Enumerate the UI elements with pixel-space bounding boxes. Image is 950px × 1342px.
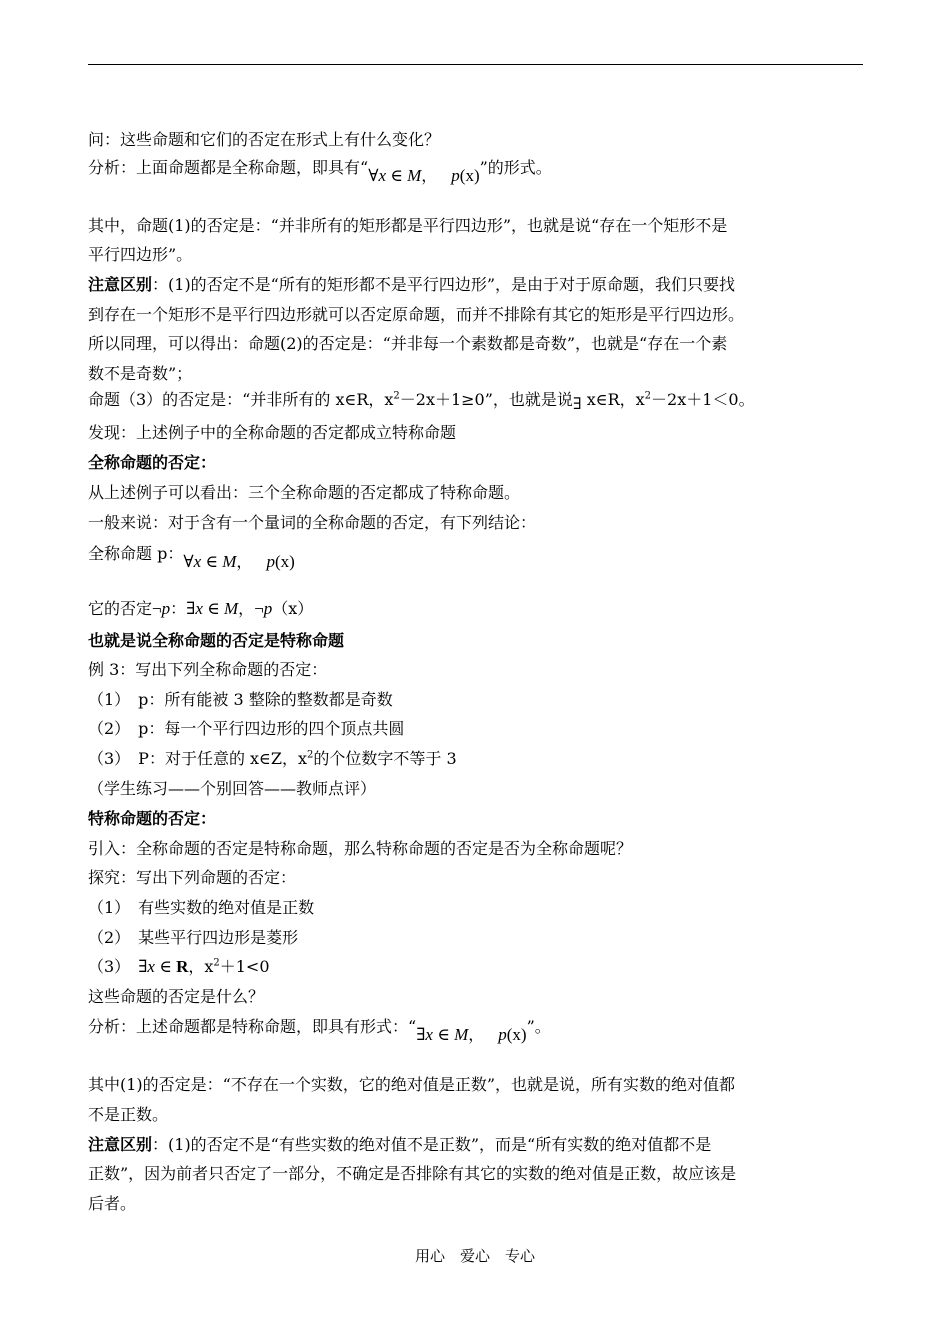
practice-note: （学生练习——个别回答——教师点评） xyxy=(88,779,377,798)
section-heading-particular-negation: 特称命题的否定： xyxy=(88,809,217,828)
note2-line-1: 注意区别：(1)的否定不是“有些实数的绝对值不是正数”，而是“所有实数的绝对值都不是 xyxy=(88,1135,712,1154)
note2-line-2: 正数”，因为前者只否定了一部分，不确定是否排除有其它的实数的绝对值是正数，故应该是 xyxy=(88,1164,737,1183)
conclusion-bold: 也就是说全称命题的否定是特称命题 xyxy=(88,631,345,650)
example-3-item-1: （1） p：所有能被 3 整除的整数都是奇数 xyxy=(88,690,393,709)
example-3-item-3: （3） P：对于任意的 x∈Z，$x^2$的个位数字不等于 3 xyxy=(88,749,457,768)
example-3-item-2: （2） p：每一个平行四边形的四个顶点共圆 xyxy=(88,719,405,738)
introduction-line: 引入：全称命题的否定是特称命题，那么特称命题的否定是否为全称命题呢？ xyxy=(88,839,633,858)
explore-item-2: （2） 某些平行四边形是菱形 xyxy=(88,928,299,947)
page-footer: 用心 爱心 专心 xyxy=(414,1247,535,1265)
explore-item-3: （3） ∃x ∈ R，$x^2+1<0$ xyxy=(88,957,270,976)
note-line-3: 所以同理，可以得出：命题(2)的否定是：“并非每一个素数都是奇数”，也就是“存在一个素 xyxy=(88,334,728,353)
negation-line-1: 其中，命题(1)的否定是：“并非所有的矩形都是平行四边形”，也就是说“存在一个矩形不是 xyxy=(88,216,728,235)
note-line-1: 注意区别：(1)的否定不是“所有的矩形都不是平行四边形”，是由于对于原命题，我们只要找 xyxy=(88,275,736,294)
negation-line-2: 平行四边形”。 xyxy=(88,245,193,264)
question-line-2: 这些命题的否定是什么？ xyxy=(88,987,265,1006)
note-line-4: 数不是奇数”； xyxy=(88,364,193,383)
header-rule xyxy=(88,64,863,65)
example-3-title: 例 3：写出下列全称命题的否定： xyxy=(88,660,328,679)
explore-item-1: （1） 有些实数的绝对值是正数 xyxy=(88,898,315,917)
discovery-line: 发现：上述例子中的全称命题的否定都成立特称命题 xyxy=(88,423,457,442)
question-line: 问：这些命题和它们的否定在形式上有什么变化？ xyxy=(88,130,441,149)
analysis-line-2: 分析：上述命题都是特称命题，即具有形式：“∃x ∈ M， p(x)”。 xyxy=(88,1017,551,1044)
note-line-2: 到存在一个矩形不是平行四边形就可以否定原命题，而并不排除有其它的矩形是平行四边形。 xyxy=(88,305,745,324)
note2-line-3: 后者。 xyxy=(88,1194,137,1213)
observation-line: 从上述例子可以看出：三个全称命题的否定都成了特称命题。 xyxy=(88,483,521,502)
analysis-line-1: 分析：上面命题都是全称命题，即具有“∀x ∈ M， p(x)”的形式。 xyxy=(88,158,552,185)
section-heading-universal-negation: 全称命题的否定： xyxy=(88,453,217,472)
proposition-3-negation: 命题（3）的否定是：“并非所有的 x∈R，$x^2-2x+1\ge 0$”，也就是说∃ x∈R，$x^2-2x+1<0$。 xyxy=(88,390,755,413)
particular-negation-line-2: 不是正数。 xyxy=(88,1105,169,1124)
general-line: 一般来说：对于含有一个量词的全称命题的否定，有下列结论： xyxy=(88,513,537,532)
universal-proposition-form: 全称命题 p：∀x ∈ M， p(x) xyxy=(88,544,295,571)
explore-line: 探究：写出下列命题的否定： xyxy=(88,868,297,887)
particular-negation-line-1: 其中(1)的否定是：“不存在一个实数，它的绝对值是正数”，也就是说，所有实数的绝对值都 xyxy=(88,1075,736,1094)
negation-form: 它的否定¬p：∃x ∈ M，¬p（x） xyxy=(88,599,314,618)
